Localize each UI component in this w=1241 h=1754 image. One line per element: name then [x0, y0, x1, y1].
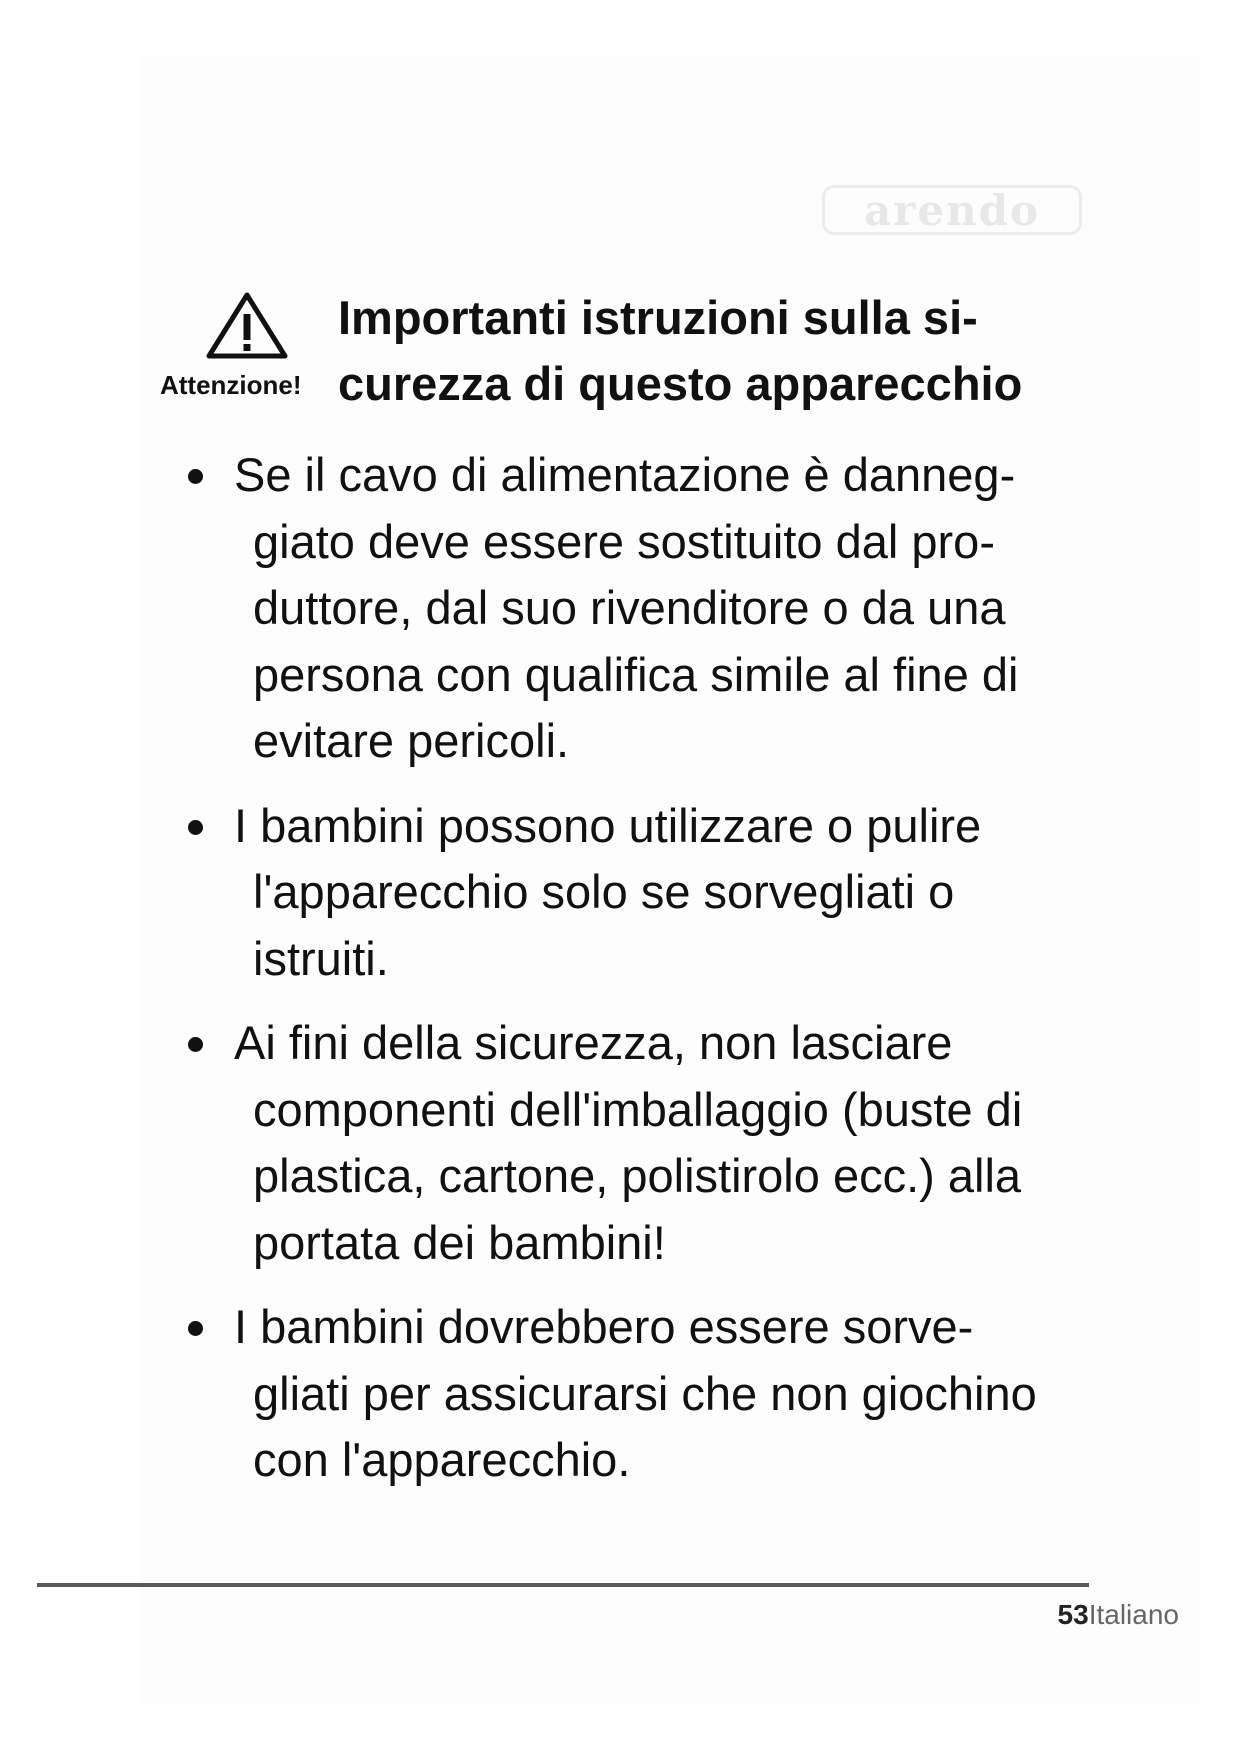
- title-line: curezza di questo apparecchio: [338, 357, 1023, 410]
- title-line: Importanti istruzioni sulla si-: [338, 291, 978, 344]
- page-number: 53: [1057, 1599, 1089, 1630]
- list-item: [180, 442, 1120, 775]
- list-item-line: I bambini dovrebbero essere sorve-: [234, 1300, 974, 1353]
- page-title: [338, 285, 1022, 417]
- bullet-icon: [188, 469, 203, 484]
- bullet-icon: [188, 1037, 203, 1052]
- list-item-line: l'apparecchio solo se sorvegliati o: [253, 865, 955, 918]
- warning-triangle-icon: [205, 290, 289, 360]
- safety-instructions-list: [180, 442, 1120, 1512]
- list-item-line: con l'apparecchio.: [253, 1433, 631, 1486]
- bullet-icon: [188, 1321, 203, 1336]
- list-item-line: gliati per assicurarsi che non giochino: [253, 1366, 1037, 1420]
- list-item-line: plastica, cartone, polistirolo ecc.) alla: [253, 1149, 1022, 1202]
- list-item: [180, 793, 1120, 993]
- footer-language: Italiano: [1088, 1599, 1179, 1630]
- list-item-line: Ai fini della sicurezza, non lasciare: [234, 1016, 953, 1069]
- list-item-line: I bambini possono utilizzare o pulire: [234, 798, 982, 852]
- bullet-icon: [188, 820, 203, 835]
- list-item: [180, 1010, 1120, 1276]
- list-item-line: giato deve essere sostituito dal pro-: [253, 514, 995, 568]
- list-item-line: duttore, dal suo rivenditore o da una: [253, 581, 1006, 634]
- page-footer: [1058, 1597, 1179, 1633]
- list-item: [180, 1294, 1120, 1494]
- footer-divider: [37, 1583, 1089, 1587]
- brand-logo: arendo: [822, 185, 1082, 235]
- list-item-line: Se il cavo di alimentazione è danneg-: [234, 448, 1016, 501]
- list-item-line: portata dei bambini!: [253, 1215, 666, 1269]
- list-item-line: componenti dell'imballaggio (buste di: [253, 1082, 1023, 1136]
- list-item-line: evitare pericoli.: [253, 714, 570, 767]
- list-item-line: istruiti.: [253, 931, 389, 985]
- list-item-line: persona con qualifica simile al fine di: [253, 647, 1019, 701]
- warning-label: Attenzione!: [160, 370, 302, 400]
